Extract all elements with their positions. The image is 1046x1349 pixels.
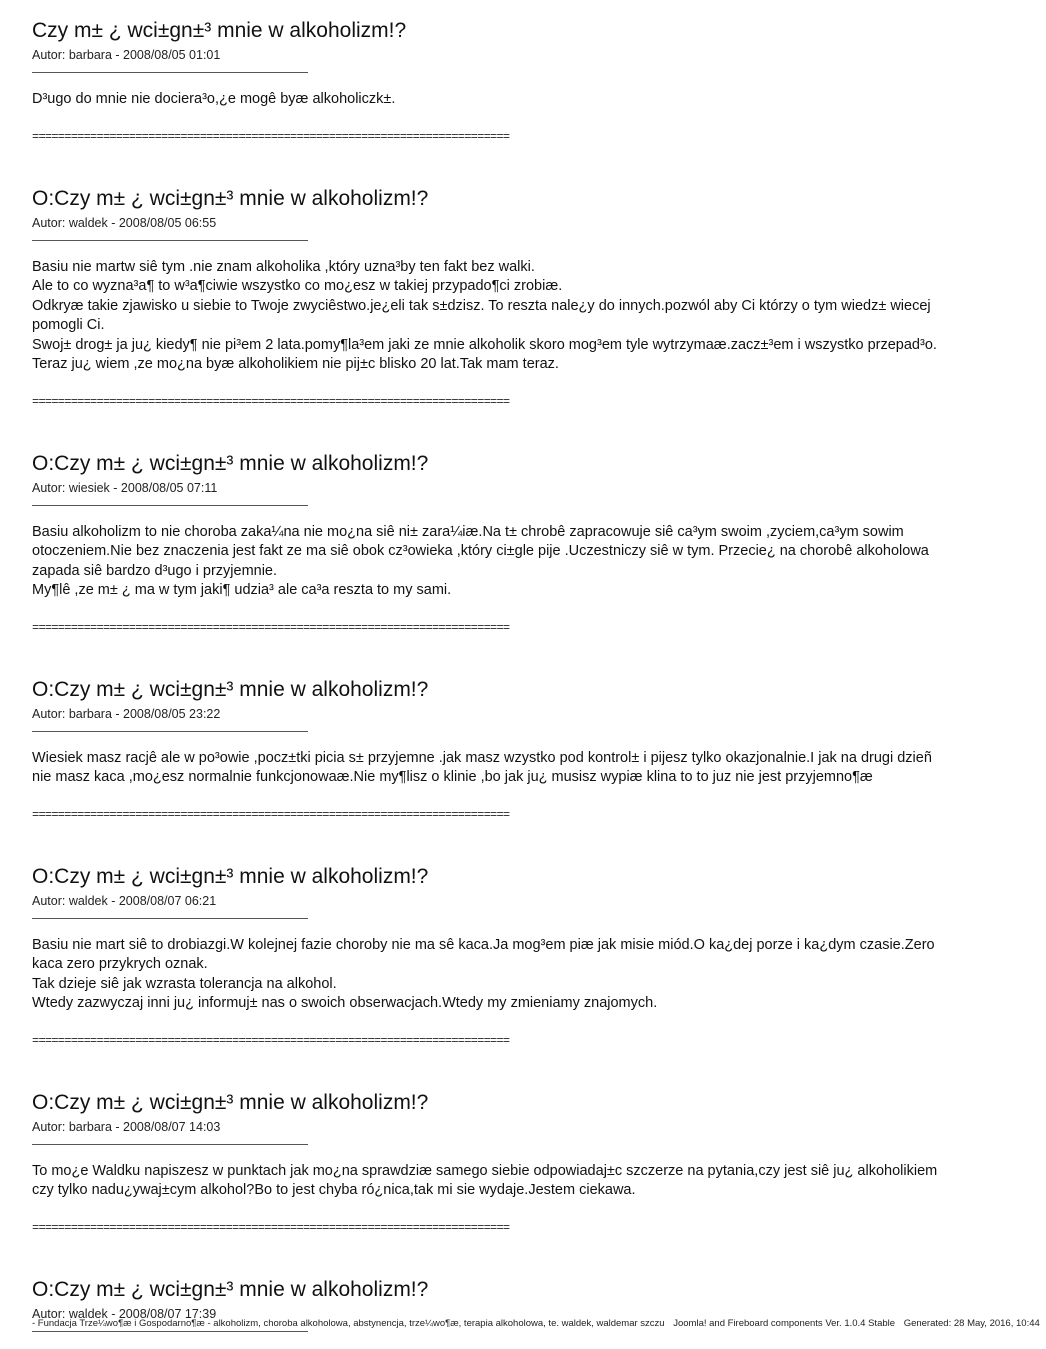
post-paragraph: My¶lê ,ze m± ¿ ma w tym jaki¶ udzia³ ale ca³a reszta to my sami. [32,582,452,598]
post-author-date: Autor: waldek - 2008/08/05 06:55 [32,215,217,230]
forum-post [32,677,947,788]
post-separator: ========================================================================== [32,1220,510,1235]
post-author-date: Autor: barbara - 2008/08/05 01:01 [32,48,221,62]
post-paragraph: Basiu alkoholizm to nie choroba zaka¼na nie mo¿na siê ni± zara¼iæ.Na t± chrobê zapracowuje siê ca³ym swoim ,zyciem,ca³ym sowim otoczeniem.Nie bez znaczenia jest fakt ze ma siê obok cz³owieka ,który ci±gle pije .Uczestniczy siê w tym. Przecie¿ na chorobê alkoholowa zapada siê bardzo d³ugo i przyjemnie. [32,523,929,579]
forum-post [32,451,947,601]
post-body [32,258,947,375]
post-body [32,749,947,788]
forum-post [32,18,947,110]
forum-post [32,1090,947,1201]
footer-site-info: - Fundacja Trze¼wo¶æ i Gospodarno¶æ - alkoholizm, choroba alkoholowa, abstynencja, trze¼wo¶æ, terapia alkoholowa, te. waldek, waldemar szczu [32,1318,665,1329]
post-paragraph: Wiesiek masz racjê ale w po³owie ,pocz±tki picia s± przyjemne .jak masz wzystko pod kontrol± i pijesz tylko okazjonalnie.I jak na drugi dzieñ nie masz kaca ,mo¿esz normalnie funkcjonowaæ.Nie my¶lisz o klinie ,bo jak ju¿ musisz wypiæ klina to to juz nie jest przyjemno¶æ [32,749,932,785]
page-footer [32,1318,1040,1330]
post-separator: ========================================================================== [32,807,510,822]
post-title: Czy m± ¿ wci±gn±³ mnie w alkoholizm!? [32,19,407,42]
post-paragraph: To mo¿e Waldku napiszesz w punktach jak mo¿na sprawdziæ samego siebie odpowiadaj±c szczerze na pytania,czy jest siê ju¿ alkoholikiem czy tylko nadu¿ywaj±cym alkohol?Bo to jest chyba ró¿nica,tak mi sie wydaje.Jestem ciekawa. [32,1162,938,1198]
forum-post [32,864,947,1014]
post-author-date: Autor: barbara - 2008/08/05 23:22 [32,706,221,721]
post-author-date: Autor: waldek - 2008/08/07 17:39 [32,1306,217,1321]
post-title: O:Czy m± ¿ wci±gn±³ mnie w alkoholizm!? [32,186,429,210]
post-separator: ========================================================================== [32,1033,510,1048]
forum-post [32,186,947,375]
post-paragraph: Ale to co wyzna³a¶ to w³a¶ciwie wszystko co mo¿esz w takiej przypado¶ci zrobiæ. [32,278,563,294]
post-paragraph: Odkryæ takie zjawisko u siebie to Twoje zwyciêstwo.je¿eli tak s±dzisz. To reszta nale¿y do innych.pozwól aby Ci którzy o tym wiedz± wiecej pomogli Ci. [32,297,931,333]
post-separator: ========================================================================== [32,620,510,635]
post-body [32,90,947,110]
post-header-rule [32,1331,308,1332]
post-paragraph: Basiu nie martw siê tym .nie znam alkoholika ,który uzna³by ten fakt bez walki. [32,258,535,275]
post-body [32,523,947,601]
post-author-date: Autor: wiesiek - 2008/08/05 07:11 [32,480,218,495]
post-body [32,936,947,1014]
post-title: O:Czy m± ¿ wci±gn±³ mnie w alkoholizm!? [32,864,429,888]
post-paragraph: Teraz ju¿ wiem ,ze mo¿na byæ alkoholikiem nie pij±c blisko 20 lat.Tak mam teraz. [32,356,559,372]
post-separator: ========================================================================== [32,394,510,409]
post-paragraph: Tak dzieje siê jak wzrasta tolerancja na alkohol. [32,975,337,992]
post-header-rule [32,505,308,506]
post-title: O:Czy m± ¿ wci±gn±³ mnie w alkoholizm!? [32,1090,429,1114]
post-author-date: Autor: waldek - 2008/08/07 06:21 [32,893,217,908]
post-body [32,1162,947,1201]
post-author-date: Autor: barbara - 2008/08/07 14:03 [32,1119,221,1134]
post-header-rule [32,72,308,73]
post-paragraph: Basiu nie mart siê to drobiazgi.W kolejnej fazie choroby nie ma sê kaca.Ja mog³em piæ jak misie miód.O ka¿dej porze i ka¿dym czasie.Zero kaca zero przykrych oznak. [32,936,935,972]
post-header-rule [32,918,308,919]
footer-software: Joomla! and Fireboard components Ver. 1.0.4 Stable [673,1318,896,1329]
post-title: O:Czy m± ¿ wci±gn±³ mnie w alkoholizm!? [32,677,429,701]
post-header-rule [32,240,308,241]
post-title: O:Czy m± ¿ wci±gn±³ mnie w alkoholizm!? [32,451,429,475]
post-paragraph: D³ugo do mnie nie dociera³o,¿e mogê byæ alkoholiczk±. [32,91,396,107]
post-title: O:Czy m± ¿ wci±gn±³ mnie w alkoholizm!? [32,1277,429,1301]
post-paragraph: Swoj± drog± ja ju¿ kiedy¶ nie pi³em 2 lata.pomy¶la³em jaki ze mnie alkoholik skoro mog³em tyle wytrzymaæ.zacz±³em i wszystko przepad³o. [32,336,937,353]
thread [32,18,947,1349]
post-header-rule [32,1144,308,1145]
post-paragraph: Wtedy zazwyczaj inni ju¿ informuj± nas o swoich obserwacjach.Wtedy my zmieniamy znajomych. [32,995,658,1011]
footer-generated: Generated: 28 May, 2016, 10:44 [903,1318,1040,1329]
post-separator: ========================================================================== [32,129,510,144]
post-header-rule [32,731,308,732]
